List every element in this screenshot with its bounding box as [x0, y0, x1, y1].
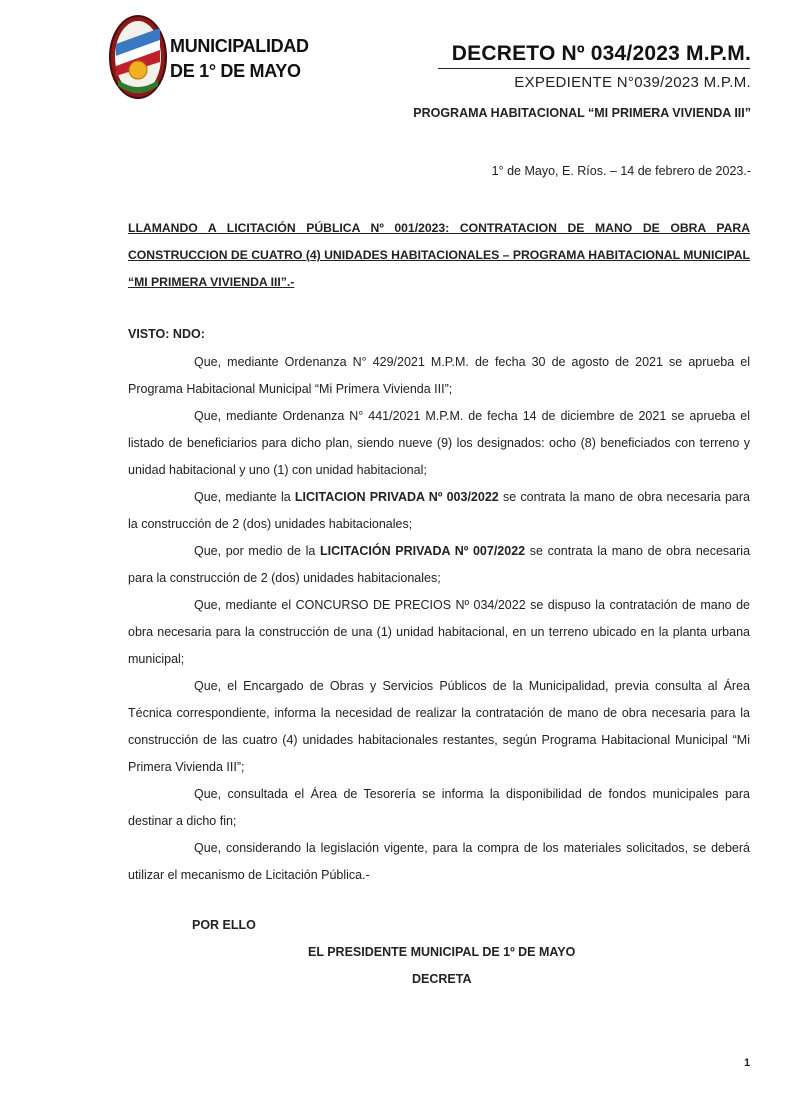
decree-subject: LLAMANDO A LICITACIÓN PÚBLICA Nº 001/2023: CONTRATACION DE MANO DE OBRA PARA CONSTRUCCION DE CUATRO (4) UNIDADES HABITACIONALES – PROGRAMA HABITACIONAL MUNICIPAL “MI PRIMERA VIVIENDA III”.- — [128, 221, 751, 289]
paragraph-2: Que, mediante Ordenanza N° 441/2021 M.P.M. de fecha 14 de diciembre de 2021 se aprueba el listado de beneficiarios para dicho plan, siendo nueve (9) los designados: ocho (8) beneficiados con terreno y unidad habitacional y uno (1) con unidad habitacional; — [128, 409, 750, 477]
paragraph-4-bold: LICITACIÓN PRIVADA Nº 007/2022 — [320, 544, 526, 558]
paragraph-3-pre: Que, mediante la — [194, 490, 295, 504]
expediente-number: EXPEDIENTE N°039/2023 M.P.M. — [514, 74, 751, 91]
paragraph-4 — [128, 538, 750, 592]
title-underline — [438, 68, 750, 69]
municipal-coat-of-arms-icon — [108, 14, 168, 100]
paragraph-3-bold: LICITACION PRIVADA Nº 003/2022 — [294, 490, 499, 504]
decree-title: DECRETO Nº 034/2023 M.P.M. — [451, 42, 751, 65]
decreta-heading: DECRETA — [412, 972, 472, 986]
program-name: PROGRAMA HABITACIONAL “MI PRIMERA VIVIENDA III” — [413, 106, 751, 120]
paragraph-1: Que, mediante Ordenanza N° 429/2021 M.P.M. de fecha 30 de agosto de 2021 se aprueba el Programa Habitacional Municipal “Mi Primera Vivienda III”; — [128, 355, 750, 396]
municipality-name-line1: MUNICIPALIDAD — [170, 36, 309, 56]
paragraph-4-pre: Que, por medio de la — [194, 544, 321, 558]
paragraph-3-post: se contrata la mano de obra necesaria para la construcción de 2 (dos) unidades habitacionales; — [128, 490, 750, 531]
paragraph-7: Que, consultada el Área de Tesorería se informa la disponibilidad de fondos municipales para destinar a dicho fin; — [128, 787, 750, 828]
paragraph-4-post: se contrata la mano de obra necesaria para la construcción de 2 (dos) unidades habitacionales; — [128, 544, 751, 585]
paragraph-5: Que, mediante el CONCURSO DE PRECIOS Nº 034/2022 se dispuso la contratación de mano de obra necesaria para la construcción de una (1) unidad habitacional, en un terreno ubicado en la planta urbana municipal; — [128, 598, 750, 666]
por-ello-label: POR ELLO — [192, 918, 256, 932]
paragraph-8: Que, considerando la legislación vigente, para la compra de los materiales solicitados, se deberá utilizar el mecanismo de Licitación Pública.- — [128, 841, 750, 882]
municipality-name — [170, 34, 309, 84]
paragraph-3 — [128, 484, 750, 538]
paragraph-6: Que, el Encargado de Obras y Servicios Públicos de la Municipalidad, previa consulta al Área Técnica correspondiente, informa la necesidad de realizar la contratación de mano de obra necesaria para la construcción de las cuatro (4) unidades habitacionales restantes, según Programa Habitacional Municipal “Mi Primera Vivienda III”; — [128, 679, 750, 774]
place-date: 1° de Mayo, E. Ríos. – 14 de febrero de 2023.- — [491, 164, 751, 178]
president-heading: EL PRESIDENTE MUNICIPAL DE 1º DE MAYO — [308, 945, 576, 959]
page-number: 1 — [744, 1057, 751, 1069]
considerations-body — [128, 349, 750, 889]
visto-label: VISTO: NDO: — [128, 327, 205, 341]
municipality-name-line2: DE 1° DE MAYO — [170, 61, 301, 81]
